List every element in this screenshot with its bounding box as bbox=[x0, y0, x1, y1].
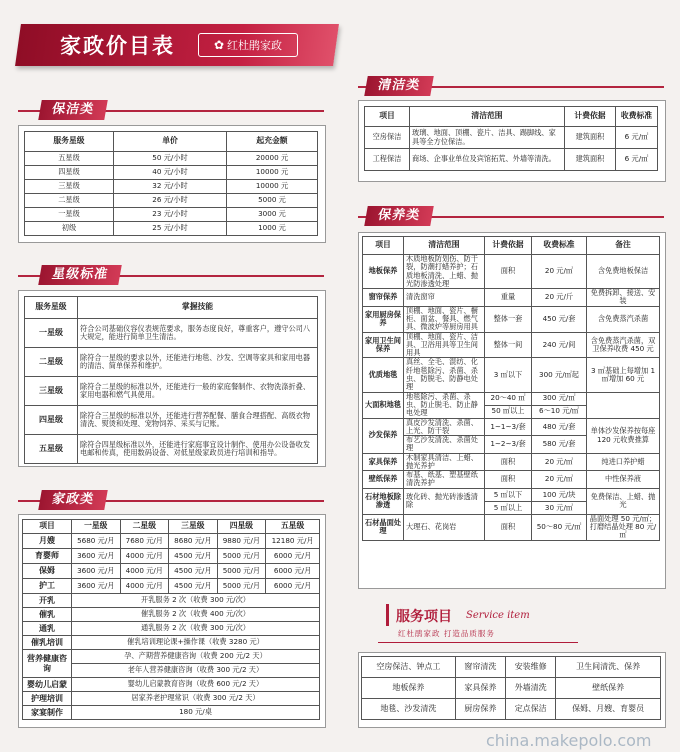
table-cell: 催乳培训理论课+操作课（收费 3280 元） bbox=[72, 636, 320, 650]
table-cell: 4000 元/月 bbox=[120, 549, 169, 564]
table-cell: 30 元/㎡ bbox=[532, 501, 587, 514]
jiazheng-header bbox=[18, 490, 324, 512]
table-cell: 婴幼儿启蒙 bbox=[23, 678, 72, 692]
table-cell: 建筑面积 bbox=[565, 149, 616, 171]
table-cell: 一星级 bbox=[25, 319, 78, 348]
table-cell: 8680 元/月 bbox=[169, 534, 218, 549]
table-cell: 婴幼儿启蒙教育咨询（收费 600 元/2 天） bbox=[72, 678, 320, 692]
table-cell: 孕、产期营养健康咨询（收费 200 元/2 天） bbox=[72, 650, 320, 664]
table-cell: 保姆 bbox=[23, 564, 72, 579]
table-cell: 玻璃、地面、顶棚、瓷片、洁具、踢脚线、家具等全方位保洁。 bbox=[410, 127, 565, 149]
table-cell: 整体一间 bbox=[485, 332, 532, 358]
col-header: 计费依据 bbox=[485, 237, 532, 255]
table-cell: 6 元/㎡ bbox=[616, 127, 658, 149]
table-cell: 真皮沙发清洗、杀菌、上光、防干裂 bbox=[404, 418, 485, 436]
table-cell: 中性保养液 bbox=[587, 471, 660, 489]
table-cell: 居家养老护理常识（收费 300 元/2 天） bbox=[72, 692, 320, 706]
table-cell: 4000 元/月 bbox=[120, 579, 169, 594]
table-cell: 4500 元/月 bbox=[169, 579, 218, 594]
table-cell: 20 元/㎡ bbox=[532, 453, 587, 471]
col-header: 收费标准 bbox=[616, 107, 658, 127]
table-cell: 顶棚、地面、瓷片、洁具、卫浴用具等卫生间用具 bbox=[404, 332, 485, 358]
table-row bbox=[25, 166, 318, 180]
table-row bbox=[23, 579, 320, 594]
table-cell: 5000 元 bbox=[227, 194, 318, 208]
table-cell: 5000 元/月 bbox=[217, 549, 266, 564]
table-cell: 催乳培训 bbox=[23, 636, 72, 650]
col-header: 项目 bbox=[23, 520, 72, 534]
table-cell: 面积 bbox=[485, 453, 532, 471]
table-cell: 家宴制作 bbox=[23, 706, 72, 720]
table-row bbox=[363, 392, 660, 405]
table-cell: 23 元/小时 bbox=[114, 208, 227, 222]
table-row bbox=[23, 692, 320, 706]
table-cell: 木质地板防划伤、防干裂，防潮打蜡养护；石质地板清洗、上蜡、抛光防渗透处理 bbox=[404, 255, 485, 289]
table-cell: 3 ㎡基础上每增加 1 ㎡增加 60 元 bbox=[587, 358, 660, 392]
table-cell: 窗帘清洗 bbox=[455, 657, 505, 678]
table-row bbox=[23, 594, 320, 608]
table-row bbox=[23, 564, 320, 579]
table-cell: 26 元/小时 bbox=[114, 194, 227, 208]
table-cell: 大面积地毯 bbox=[363, 392, 404, 418]
table-cell: 催乳服务 2 次（收费 400 元/次） bbox=[72, 608, 320, 622]
table-cell: 通乳 bbox=[23, 622, 72, 636]
services-divider bbox=[378, 642, 578, 643]
table-cell: 20 元/斤 bbox=[532, 289, 587, 307]
qingjie-title: 清洁类 bbox=[364, 76, 434, 96]
table-cell: 240 元/间 bbox=[532, 332, 587, 358]
table-cell: 催乳 bbox=[23, 608, 72, 622]
table-cell: 5000 元/月 bbox=[217, 579, 266, 594]
baoyang-title: 保养类 bbox=[364, 206, 434, 226]
services-accent bbox=[386, 604, 389, 626]
table-cell: 家用卫生间保养 bbox=[363, 332, 404, 358]
table-row bbox=[25, 152, 318, 166]
table-cell: 大理石、花岗岩 bbox=[404, 514, 485, 540]
table-cell: 100 元/块 bbox=[532, 488, 587, 501]
brand-name: 红杜鹃家政 bbox=[227, 39, 283, 52]
table-cell: 20 元/㎡ bbox=[532, 471, 587, 489]
table-cell: 老年人营养健康咨询（收费 300 元/2 天） bbox=[72, 664, 320, 678]
table-cell: 3600 元/月 bbox=[72, 579, 121, 594]
table-cell: 家用厨房保养 bbox=[363, 306, 404, 332]
table-row bbox=[363, 332, 660, 358]
table-cell: 晶面处理 50 元/㎡；打磨结晶处理 80 元/㎡ bbox=[587, 514, 660, 540]
table-row bbox=[23, 534, 320, 549]
table-cell: 开乳服务 2 次（收费 300 元/次） bbox=[72, 594, 320, 608]
table-row bbox=[362, 657, 661, 678]
xingji-table bbox=[24, 296, 318, 464]
table-cell: 1000 元 bbox=[227, 222, 318, 236]
table-cell: 卫生间清洗、保养 bbox=[556, 657, 661, 678]
table-cell: 二星级 bbox=[25, 194, 114, 208]
table-cell: 布基、纸基、塑基壁纸清洗养护 bbox=[404, 471, 485, 489]
table-row bbox=[23, 678, 320, 692]
table-row bbox=[25, 435, 318, 464]
table-cell: 壁纸保养 bbox=[363, 471, 404, 489]
baoyang-header bbox=[358, 206, 664, 228]
table-cell: 3600 元/月 bbox=[72, 549, 121, 564]
table-row bbox=[25, 194, 318, 208]
col-header: 清洁范围 bbox=[410, 107, 565, 127]
jiazheng-title: 家政类 bbox=[38, 490, 108, 510]
table-row bbox=[25, 319, 318, 348]
table-cell: 3 ㎡以下 bbox=[485, 358, 532, 392]
table-row bbox=[25, 208, 318, 222]
baojie-title: 保洁类 bbox=[38, 100, 108, 120]
table-cell: 3000 元 bbox=[227, 208, 318, 222]
table-cell: 4500 元/月 bbox=[169, 564, 218, 579]
table-cell: 清洗窗帘 bbox=[404, 289, 485, 307]
table-cell: 免费拆卸、接送、安装 bbox=[587, 289, 660, 307]
table-cell: 50 元/小时 bbox=[114, 152, 227, 166]
table-row bbox=[363, 514, 660, 540]
table-cell: 10000 元 bbox=[227, 166, 318, 180]
services-title: 服务项目 bbox=[396, 609, 452, 625]
table-cell: 50 ㎡以上 bbox=[485, 405, 532, 418]
table-cell: 定点保洁 bbox=[506, 699, 556, 720]
services-table bbox=[361, 656, 661, 720]
table-cell: 布艺沙发清洗、杀菌处理 bbox=[404, 436, 485, 454]
table-cell: 580 元/套 bbox=[532, 436, 587, 454]
table-cell: 开乳 bbox=[23, 594, 72, 608]
table-cell: 6000 元/月 bbox=[266, 549, 320, 564]
brand-logo bbox=[198, 33, 298, 57]
table-row bbox=[363, 306, 660, 332]
table-cell: 6 元/㎡ bbox=[616, 149, 658, 171]
col-header: 五星级 bbox=[266, 520, 320, 534]
table-cell: 5680 元/月 bbox=[72, 534, 121, 549]
table-cell: 安装维修 bbox=[506, 657, 556, 678]
table-row bbox=[25, 348, 318, 377]
table-cell: 建筑面积 bbox=[565, 127, 616, 149]
table-cell: 含免费地板保洁 bbox=[587, 255, 660, 289]
col-header: 三星级 bbox=[169, 520, 218, 534]
table-cell: 5 ㎡以下 bbox=[485, 488, 532, 501]
table-cell: 重量 bbox=[485, 289, 532, 307]
table-cell: 4500 元/月 bbox=[169, 549, 218, 564]
table-cell: 含免费蒸汽杀菌，双卫保养收费 450 元 bbox=[587, 332, 660, 358]
table-cell: 免费保洁、上蜡、抛光 bbox=[587, 488, 660, 514]
table-cell: 护理培训 bbox=[23, 692, 72, 706]
table-cell: 三星级 bbox=[25, 180, 114, 194]
table-cell: 6000 元/月 bbox=[266, 579, 320, 594]
table-cell: 除符合四星级标准以外，还能进行家庭事宜设计制作、使用办公设备收发电邮和传真，使用数码设备、对低星级家政员进行培训和指导。 bbox=[78, 435, 318, 464]
table-cell: 除符合一星级的要求以外，还能进行地毯、沙发、空调等家具和家用电器的清洁、简单保养和维护。 bbox=[78, 348, 318, 377]
table-cell: 9880 元/月 bbox=[217, 534, 266, 549]
table-cell: 450 元/套 bbox=[532, 306, 587, 332]
table-cell: 初级 bbox=[25, 222, 114, 236]
table-cell: 家具保养 bbox=[363, 453, 404, 471]
table-row bbox=[23, 636, 320, 650]
services-en-title: Service item bbox=[466, 610, 530, 621]
table-cell: 空房保洁、钟点工 bbox=[362, 657, 456, 678]
table-cell: 顶棚、地面、瓷片、橱柜、面盆、餐具、燃气具、微波炉等厨房用具 bbox=[404, 306, 485, 332]
table-cell: 护工 bbox=[23, 579, 72, 594]
table-cell: 月嫂 bbox=[23, 534, 72, 549]
col-header: 服务星级 bbox=[25, 132, 114, 152]
table-cell: 四星级 bbox=[25, 166, 114, 180]
table-cell: 除符合二星级的标准以外，还能进行一般的家庭餐制作、衣物洗涤折叠、家用电器和燃气具使用。 bbox=[78, 377, 318, 406]
table-cell: 300 元/㎡起 bbox=[532, 358, 587, 392]
table-cell: 三星级 bbox=[25, 377, 78, 406]
xingji-header bbox=[18, 265, 324, 287]
table-cell: 纯进口养护蜡 bbox=[587, 453, 660, 471]
table-cell: 20～40 ㎡ bbox=[485, 392, 532, 405]
table-cell: 壁纸保养 bbox=[556, 678, 661, 699]
table-cell: 地毯、沙发清洗 bbox=[362, 699, 456, 720]
col-header: 单价 bbox=[114, 132, 227, 152]
table-row bbox=[23, 706, 320, 720]
table-cell: 保姆、月嫂、育婴员 bbox=[556, 699, 661, 720]
table-cell: 外墙清洗 bbox=[506, 678, 556, 699]
table-cell: 10000 元 bbox=[227, 180, 318, 194]
table-row bbox=[363, 488, 660, 501]
table-cell: 6～10 元/㎡ bbox=[532, 405, 587, 418]
table-cell: 工程保洁 bbox=[365, 149, 410, 171]
table-cell: 木制家具清洁、上蜡、抛光养护 bbox=[404, 453, 485, 471]
table-cell: 石材地板除渗透 bbox=[363, 488, 404, 514]
col-header: 项目 bbox=[363, 237, 404, 255]
col-header: 四星级 bbox=[217, 520, 266, 534]
table-row bbox=[363, 453, 660, 471]
table-row bbox=[25, 377, 318, 406]
col-header: 计费依据 bbox=[565, 107, 616, 127]
table-row bbox=[365, 149, 658, 171]
table-cell: 单体沙发保养按每座 120 元收费推算 bbox=[587, 418, 660, 453]
table-row bbox=[362, 678, 661, 699]
col-header: 二星级 bbox=[120, 520, 169, 534]
table-cell: 家具保养 bbox=[455, 678, 505, 699]
table-cell: 6000 元/月 bbox=[266, 564, 320, 579]
table-cell: 3600 元/月 bbox=[72, 564, 121, 579]
table-row bbox=[362, 699, 661, 720]
table-cell: 面积 bbox=[485, 255, 532, 289]
table-cell: 5 ㎡以上 bbox=[485, 501, 532, 514]
table-row bbox=[25, 406, 318, 435]
table-cell: 五星级 bbox=[25, 435, 78, 464]
table-cell: 25 元/小时 bbox=[114, 222, 227, 236]
qingjie-header bbox=[358, 76, 664, 98]
table-cell: 真丝、全毛、混纺、化纤地毯除污、杀菌、杀虫、防脱毛、防静电处理 bbox=[404, 358, 485, 392]
col-header: 清洁范围 bbox=[404, 237, 485, 255]
col-header: 收费标准 bbox=[532, 237, 587, 255]
table-row bbox=[365, 127, 658, 149]
table-cell: 地板保养 bbox=[362, 678, 456, 699]
table-cell: 7680 元/月 bbox=[120, 534, 169, 549]
table-cell: 12180 元/月 bbox=[266, 534, 320, 549]
col-header: 项目 bbox=[365, 107, 410, 127]
table-row bbox=[23, 608, 320, 622]
table-cell: 玻化砖、抛光砖渗透清除 bbox=[404, 488, 485, 514]
baoyang-table bbox=[362, 236, 660, 541]
table-cell: 面积 bbox=[485, 514, 532, 540]
table-row bbox=[363, 358, 660, 392]
table-cell: 480 元/套 bbox=[532, 418, 587, 436]
flower-icon: ✿ bbox=[213, 38, 225, 52]
table-cell: 优质地毯 bbox=[363, 358, 404, 392]
baojie-header bbox=[18, 100, 324, 122]
table-cell: 300 元/㎡ bbox=[532, 392, 587, 405]
qingjie-table bbox=[364, 106, 658, 171]
col-header: 服务星级 bbox=[25, 297, 78, 319]
table-cell: 五星级 bbox=[25, 152, 114, 166]
col-header: 一星级 bbox=[72, 520, 121, 534]
table-cell: 沙发保养 bbox=[363, 418, 404, 453]
table-cell: 含免费蒸汽杀菌 bbox=[587, 306, 660, 332]
table-row bbox=[363, 418, 660, 436]
table-cell: 1~2~3/套 bbox=[485, 436, 532, 454]
table-cell: 50～80 元/㎡ bbox=[532, 514, 587, 540]
table-cell: 符合公司基础仪容仪表规范要求，服务态度良好，尊重客户，遵守公司八大规定，能进行简单卫生清洁。 bbox=[78, 319, 318, 348]
table-row bbox=[23, 650, 320, 664]
baojie-table bbox=[24, 131, 318, 236]
table-cell: 空房保洁 bbox=[365, 127, 410, 149]
table-cell: 1~1~3/套 bbox=[485, 418, 532, 436]
table-cell: 地板保养 bbox=[363, 255, 404, 289]
table-cell: 整体一套 bbox=[485, 306, 532, 332]
table-cell: 地毯除污、杀菌、杀虫、防止脱毛、防止静电处理 bbox=[404, 392, 485, 418]
table-row bbox=[25, 222, 318, 236]
table-cell bbox=[587, 392, 660, 418]
table-cell: 石材晶面处理 bbox=[363, 514, 404, 540]
table-cell: 180 元/桌 bbox=[72, 706, 320, 720]
services-slogan: 红杜鹃家政 打造品质服务 bbox=[398, 629, 495, 638]
table-cell: 厨房保养 bbox=[455, 699, 505, 720]
xingji-title: 星级标准 bbox=[38, 265, 122, 285]
table-cell: 育婴师 bbox=[23, 549, 72, 564]
table-cell: 5000 元/月 bbox=[217, 564, 266, 579]
table-row bbox=[23, 622, 320, 636]
table-row bbox=[25, 180, 318, 194]
table-row bbox=[363, 289, 660, 307]
jiazheng-table bbox=[22, 519, 320, 720]
table-cell: 20000 元 bbox=[227, 152, 318, 166]
table-cell: 除符合三星级的标准以外，还能进行营养配餐、膳食合理搭配、高级衣物清洗、熨烫和处理、宠物饲养、采买与记账。 bbox=[78, 406, 318, 435]
table-cell: 4000 元/月 bbox=[120, 564, 169, 579]
page-title: 家政价目表 bbox=[60, 34, 175, 58]
table-cell: 窗帘保养 bbox=[363, 289, 404, 307]
table-cell: 四星级 bbox=[25, 406, 78, 435]
table-cell: 一星级 bbox=[25, 208, 114, 222]
col-header: 起充金额 bbox=[227, 132, 318, 152]
col-header: 掌握技能 bbox=[78, 297, 318, 319]
table-cell: 通乳服务 2 次（收费 300 元/次） bbox=[72, 622, 320, 636]
table-row bbox=[23, 549, 320, 564]
table-cell: 20 元/㎡ bbox=[532, 255, 587, 289]
table-row bbox=[363, 471, 660, 489]
table-row bbox=[363, 255, 660, 289]
table-cell: 40 元/小时 bbox=[114, 166, 227, 180]
table-cell: 商场、企事业单位及宾馆拓荒、外墙等清洗。 bbox=[410, 149, 565, 171]
table-cell: 营养健康咨询 bbox=[23, 650, 72, 678]
table-cell: 面积 bbox=[485, 471, 532, 489]
table-cell: 32 元/小时 bbox=[114, 180, 227, 194]
table-cell: 二星级 bbox=[25, 348, 78, 377]
col-header: 备注 bbox=[587, 237, 660, 255]
watermark: china.makepolo.com bbox=[486, 731, 652, 750]
